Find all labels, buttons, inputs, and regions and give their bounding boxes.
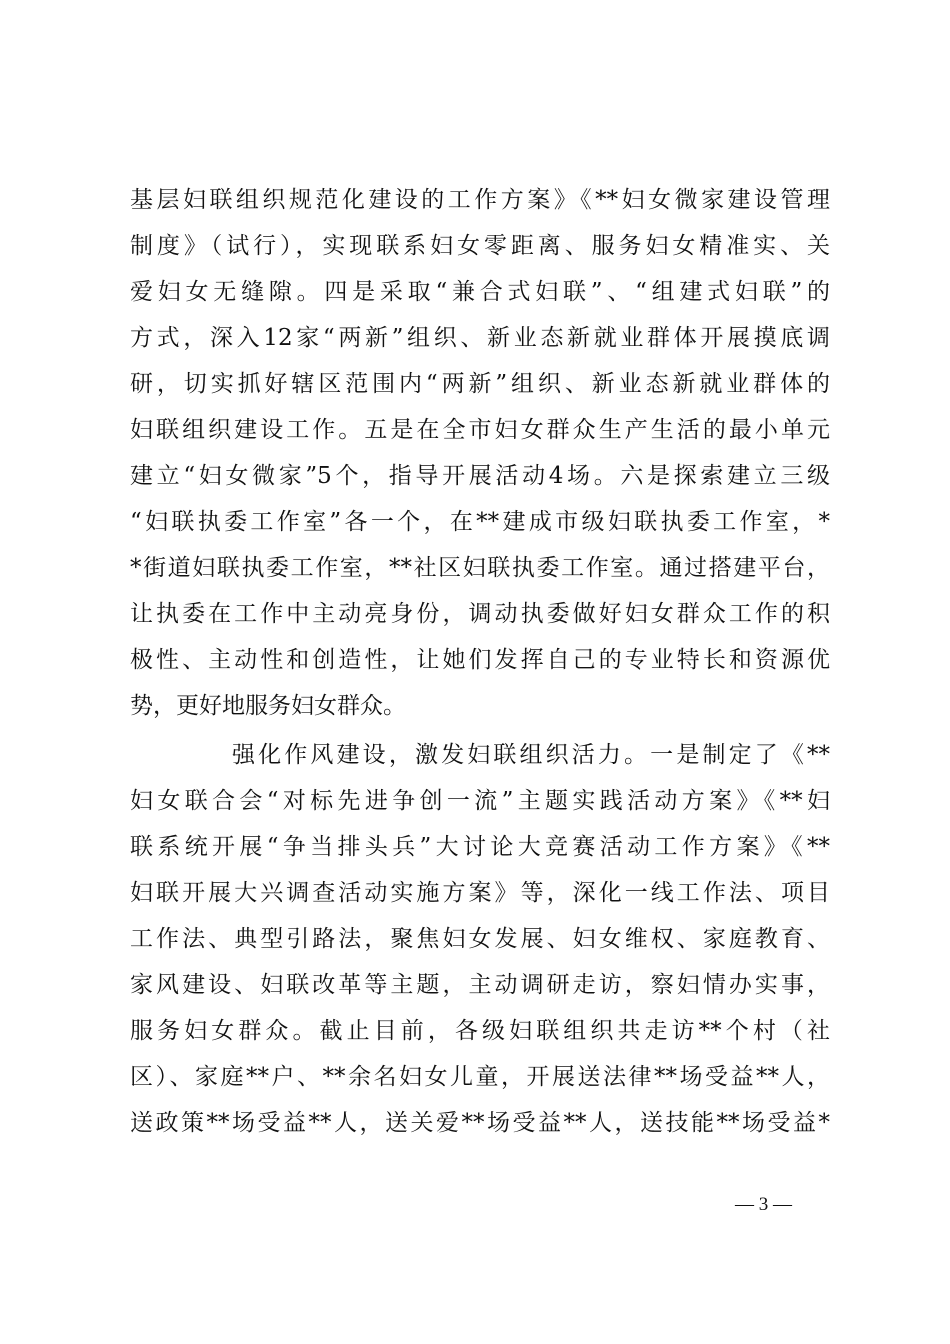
text-line: 服务妇女群众。截止目前，各级妇联组织共走访**个村（社	[130, 1018, 830, 1044]
text-line: 妇女联合会“对标先进争创一流”主题实践活动方案》《**妇	[130, 788, 830, 814]
text-line: 让执委在工作中主动亮身份，调动执委做好妇女群众工作的积	[130, 601, 830, 627]
text-line: 工作法、典型引路法，聚焦妇女发展、妇女维权、家庭教育、	[130, 926, 830, 952]
text-line: 制度》（试行），实现联系妇女零距离、服务妇女精准实、关	[130, 233, 830, 259]
text-line: 家风建设、妇联改革等主题，主动调研走访，察妇情办实事，	[130, 972, 830, 998]
text-line: 强化作风建设，激发妇联组织活力。一是制定了《**	[232, 742, 830, 768]
text-line: 基层妇联组织规范化建设的工作方案》《**妇女微家建设管理	[130, 187, 830, 213]
text-line: 区）、家庭**户、**余名妇女儿童，开展送法律**场受益**人，	[130, 1064, 830, 1090]
text-line: 送政策**场受益**人，送关爱**场受益**人，送技能**场受益*	[130, 1110, 830, 1136]
text-line: 妇联开展大兴调查活动实施方案》等，深化一线工作法、项目	[130, 880, 830, 906]
page-number: — 3 —	[735, 1194, 792, 1215]
text-line: 建立“妇女微家”5个，指导开展活动4场。六是探索建立三级	[130, 463, 830, 489]
text-line: 极性、主动性和创造性，让她们发挥自己的专业特长和资源优	[130, 647, 830, 673]
text-line: 势，更好地服务妇女群众。	[130, 693, 406, 719]
text-line: 妇联组织建设工作。五是在全市妇女群众生产生活的最小单元	[130, 417, 830, 443]
text-line: 研，切实抓好辖区范围内“两新”组织、新业态新就业群体的	[130, 371, 830, 397]
text-line: 爱妇女无缝隙。四是采取“兼合式妇联”、“组建式妇联”的	[130, 279, 830, 305]
text-line: *街道妇联执委工作室，**社区妇联执委工作室。通过搭建平台，	[130, 555, 830, 581]
text-line: 方式，深入12家“两新”组织、新业态新就业群体开展摸底调	[130, 325, 830, 351]
text-line: 联系统开展“争当排头兵”大讨论大竞赛活动工作方案》《**	[130, 834, 830, 860]
text-line: “妇联执委工作室”各一个，在**建成市级妇联执委工作室，*	[130, 509, 830, 535]
